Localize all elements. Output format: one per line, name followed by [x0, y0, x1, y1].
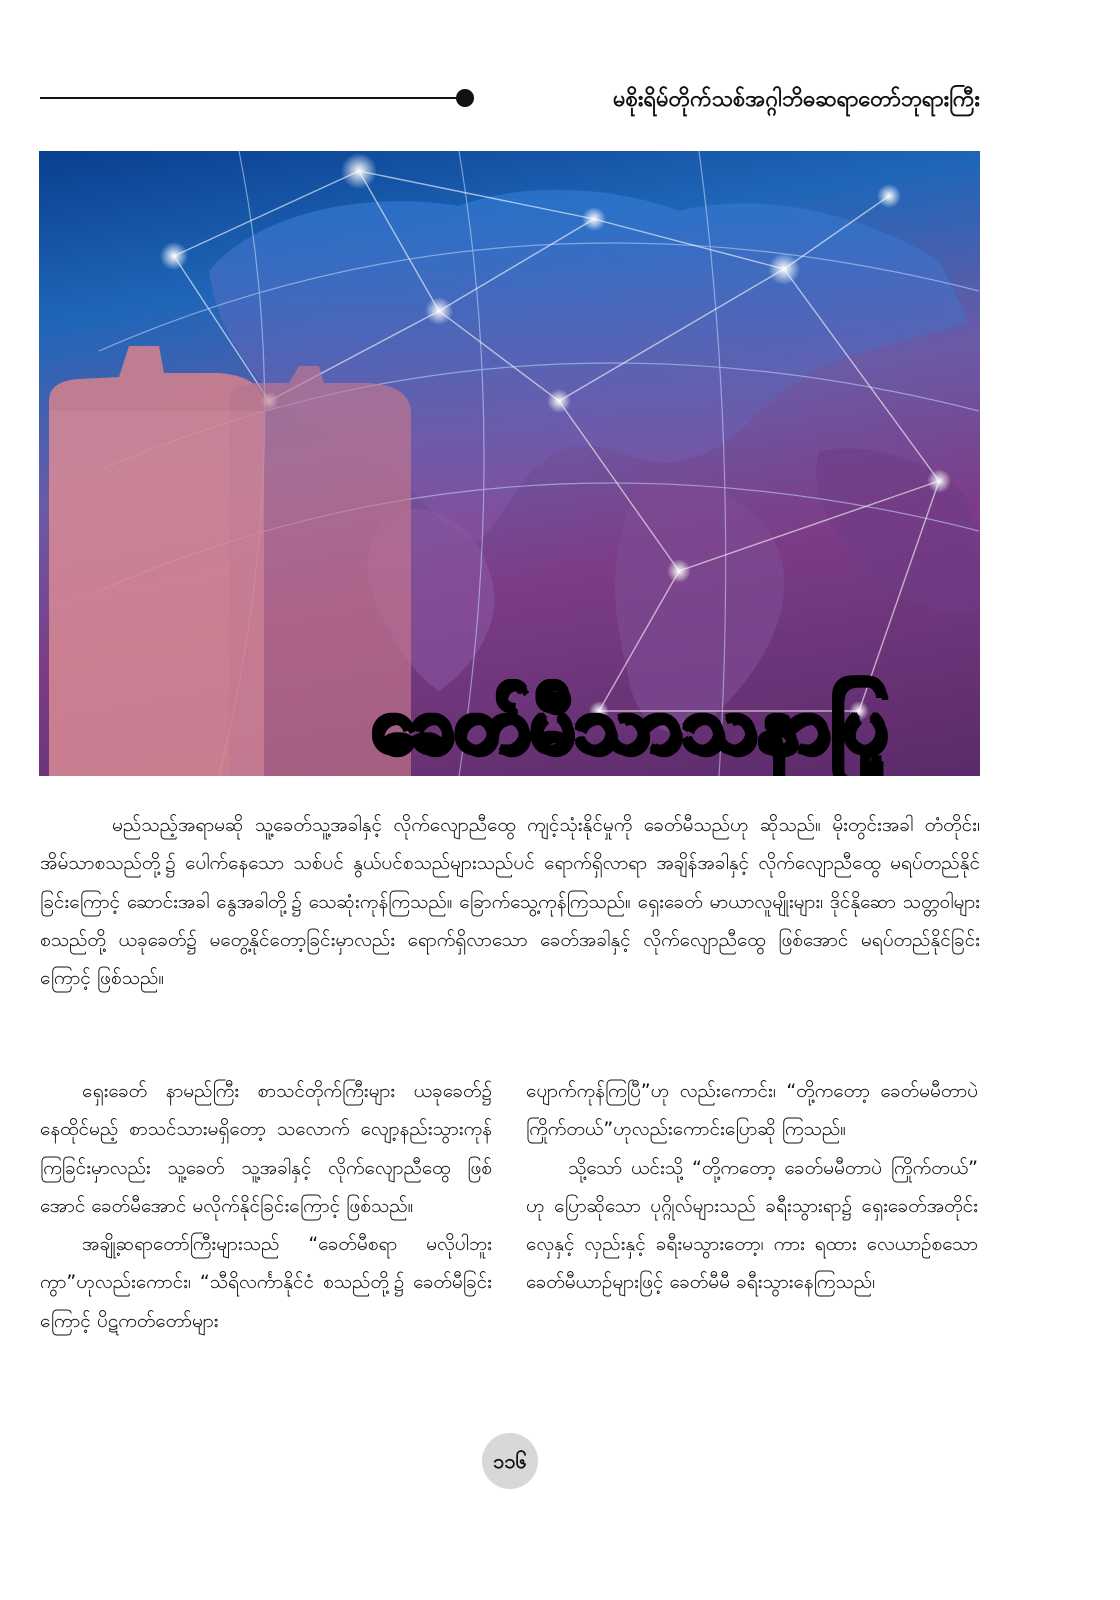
running-header	[40, 78, 980, 118]
banner-image	[39, 151, 980, 776]
left-paragraph-1: ရှေးခေတ် နာမည်ကြီး စာသင်တိုက်ကြီးများ ယခုခေတ်၌ နေထိုင်မည့် စာသင်သားမရှိတော့ သလောက် လျော့နည်းသွားကုန် ကြခြင်းမှာလည်း သူ့ခေတ် သူ့အခါနှင့် လိုက်လျောညီထွေ ဖြစ်အောင် ခေတ်မီအောင် မလိုက်နိုင်ခြင်းကြောင့် ဖြစ်သည်။	[40, 1080, 492, 1217]
right-paragraph-1: ပျောက်ကုန်ကြပြီ”ဟု လည်းကောင်း၊ “တို့ကတော့ ခေတ်မမီတာပဲ ကြိုက်တယ်”ဟုလည်းကောင်းပြောဆို ကြသည်။	[526, 1080, 978, 1141]
bullet-icon	[456, 89, 474, 107]
header-rule	[40, 97, 458, 99]
left-column	[40, 1072, 492, 1340]
page-number: ၁၁၆	[482, 1433, 538, 1489]
header-title: မစိုးရိမ်တိုက်သစ်အဂ္ဂါဘိဓဆရာတော်ဘုရားကြီး	[612, 87, 980, 112]
right-paragraph-2: သို့သော် ယင်းသို့ “တို့ကတော့ ခေတ်မမီတာပဲ ကြိုက်တယ်” ဟု ပြောဆိုသော ပုဂ္ဂိုလ်များသည် ခရီးသွားရာ၌ ရှေးခေတ်အတိုင်း လှေနှင့် လှည်းနှင့် ခရီးမသွားတော့၊ ကား ရထား လေယာဉ်စသော ခေတ်မီယာဉ်များဖြင့် ခေတ်မီမီ ခရီးသွားနေကြသည်၊	[526, 1156, 978, 1294]
intro-paragraph: မည်သည့်အရာမဆို သူ့ခေတ်သူ့အခါနှင့် လိုက်လျောညီထွေ ကျင့်သုံးနိုင်မှုကို ခေတ်မီသည်ဟု ဆိုသည်။ မိုးတွင်းအခါ တံတိုင်း၊ အိမ်သာစသည်တို့၌ ပေါက်နေသော သစ်ပင် နွယ်ပင်စသည်များသည်ပင် ရောက်ရှိလာရာ အချိန်အခါနှင့် လိုက်လျောညီထွေ မရပ်တည်နိုင်ခြင်းကြောင့် ဆောင်းအခါ နွေအခါတို့၌ သေဆုံးကုန်ကြသည်။ ခြောက်သွေ့ကုန်ကြသည်။ ရှေးခေတ် မာယာလူမျိုးများ၊ ဒိုင်နိုဆော သတ္တဝါများ စသည်တို့ ယခုခေတ်၌ မတွေ့နိုင်တော့ခြင်းမှာလည်း ရောက်ရှိလာသော ခေတ်အခါနှင့် လိုက်လျောညီထွေ ဖြစ်အောင် မရပ်တည်နိုင်ခြင်းကြောင့် ဖြစ်သည်။	[40, 814, 980, 990]
banner-title: ခေတ်မီသာသနာပြု	[370, 680, 888, 770]
right-column	[526, 1072, 978, 1302]
left-paragraph-2: အချို့ဆရာတော်ကြီးများသည် “ခေတ်မီစရာ မလိုပါဘူးကွာ”ဟုလည်းကောင်း၊ “သီရိလင်္ကာနိုင်ငံ စသည်တို့၌ ခေတ်မီခြင်းကြောင့် ပိဋကတ်တော်များ	[40, 1233, 492, 1332]
